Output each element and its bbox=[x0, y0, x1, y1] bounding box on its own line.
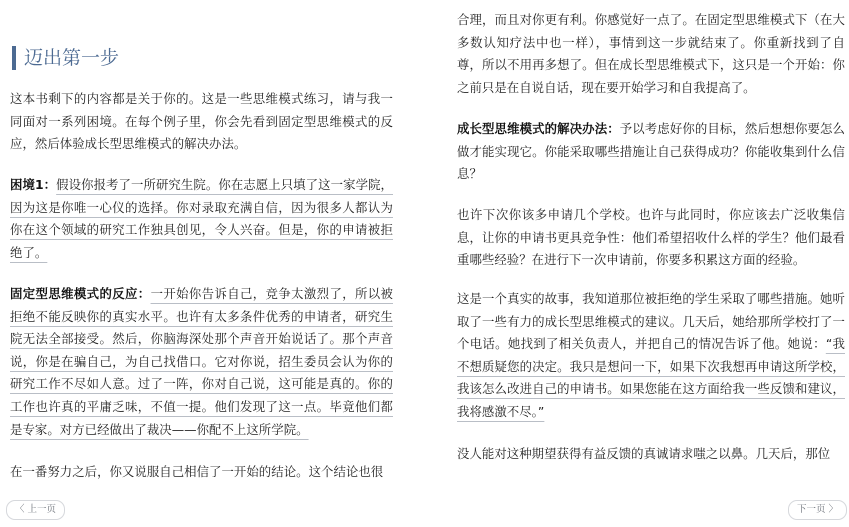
growth-mindset-paragraph bbox=[457, 118, 845, 186]
true-story-paragraph bbox=[457, 288, 845, 424]
true-story-text: 这是一个真实的故事，我知道那位被拒绝的学生采取了哪些措施。她听取了一些有力的成长型思维模式的建议。几天后，她给那所学校打了一个电话。她找到了相关负责人，并把自己的情况告诉了他。她说： bbox=[457, 291, 845, 352]
next-steps-paragraph: 也许下次你该多申请几个学校。也许与此同时，你应该去广泛收集信息，让你的申请书更具竞争性：他们希望招收什么样的学生？他们最看重哪些经验？在进行下一次申请前，你要多积累这方面的经验。 bbox=[457, 207, 845, 268]
fixed-mindset-label: 固定型思维模式的反应： bbox=[10, 286, 151, 301]
dilemma-paragraph bbox=[10, 174, 393, 264]
next-page-button[interactable]: 下一页 〉 bbox=[788, 500, 847, 520]
quote-text: “我不想质疑您的决定。我只是想问一下，如果下次我想再申请这所学校，我该怎么改进自己的申请书。如果您能在这方面给我一些反馈和建议，我将感激不尽。” bbox=[457, 336, 845, 419]
growth-mindset-label: 成长型思维模式的解决办法： bbox=[457, 121, 620, 136]
dilemma-label: 困境1： bbox=[10, 177, 57, 192]
continued-paragraph: 合理，而且对你更有利。你感觉好一点了。在固定型思维模式下（在大多数认知疗法中也一样），事情到这一步就结束了。你重新找到了自尊，所以不用再多想了。但在成长型思维模式下，这只是一个开始：你之前只是在自说自话，现在要开始学习和自我提高了。 bbox=[457, 12, 845, 95]
dilemma-text: 假设你报考了一所研究生院。你在志愿上只填了这一家学院，因为这是你唯一心仪的选择。你对录取充满自信，因为很多人都认为你在这个领域的研究工作独具创见，令人兴奋。但是，你的申请被拒绝了。 bbox=[10, 177, 393, 260]
prev-page-button[interactable]: 〈 上一页 bbox=[6, 500, 65, 520]
intro-paragraph: 这本书剩下的内容都是关于你的。这是一些思维模式练习，请与我一同面对一系列困境。在每个例子里，你会先看到固定型思维模式的反应，然后体验成长型思维模式的解决办法。 bbox=[10, 91, 393, 152]
fixed-mindset-text: 一开始你告诉自己，竞争太激烈了，所以被拒绝不能反映你的真实水平。也许有太多条件优秀的申请者，研究生院无法全部接受。然后，你脑海深处那个声音开始说话了。那个声音说，你是在骗自己，为自己找借口。它对你说，招生委员会认为你的研究工作不尽如人意。过了一阵，你对自己说，这可能是真的。你的工作也许真的平庸乏味，不值一提。他们发现了这一点。毕竟他们都是专家。对方已经做出了裁决——你配不上这所学院。 bbox=[10, 286, 393, 437]
section-heading: 迈出第一步 bbox=[12, 46, 119, 70]
closing-paragraph: 没人能对这种期望获得有益反馈的真诚请求嗤之以鼻。几天后，那位 bbox=[457, 446, 831, 461]
fixed-mindset-paragraph bbox=[10, 283, 393, 441]
continuation-paragraph: 在一番努力之后，你又说服自己相信了一开始的结论。这个结论也很 bbox=[10, 464, 384, 479]
growth-mindset-text: 予以考虑好你的目标，然后想想你要怎么做才能实现它。你能采取哪些措施让自己获得成功？你能收集到什么信息？ bbox=[457, 121, 846, 182]
